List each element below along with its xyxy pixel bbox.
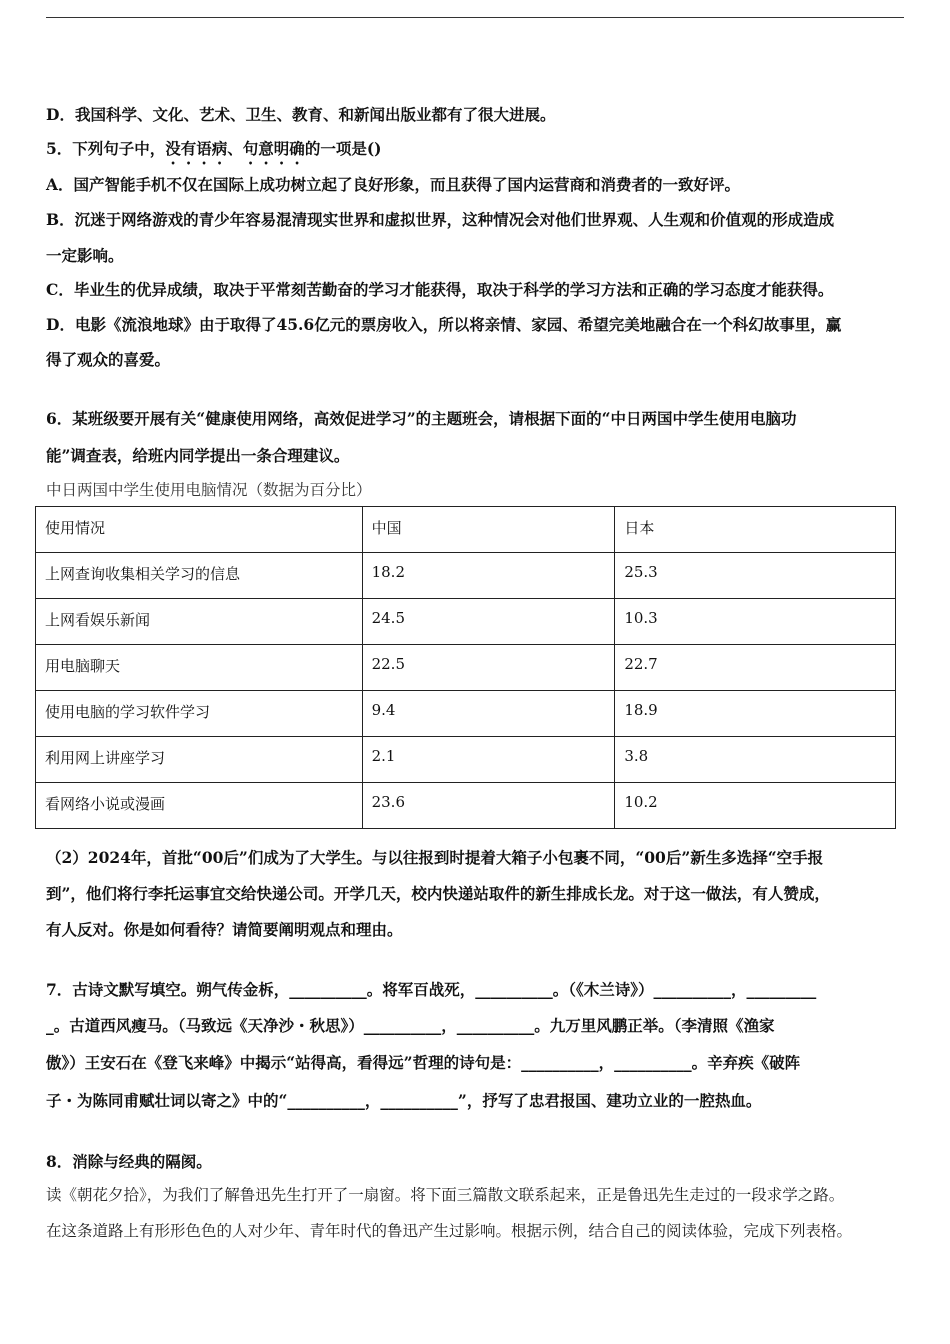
- table-cell: 25.3: [615, 553, 896, 599]
- table-row: [36, 783, 896, 829]
- table-row: [36, 691, 896, 737]
- table-cell: 10.3: [615, 599, 896, 645]
- q6-stem-line1: 6．某班级要开展有关“健康使用网络，高效促进学习”的主题班会，请根据下面的“中日两国中学生使用电脑功: [46, 409, 797, 428]
- table-cell: 用电脑聊天: [36, 645, 363, 691]
- table-cell: 24.5: [362, 599, 615, 645]
- header-rule: [46, 17, 904, 18]
- table-cell: 上网查询收集相关学习的信息: [36, 553, 363, 599]
- table-cell: 利用网上讲座学习: [36, 737, 363, 783]
- table-cell: 3.8: [615, 737, 896, 783]
- q6-stem-line2: 能”调查表，给班内同学提出一条合理建议。: [46, 446, 350, 465]
- q6-table-caption: 中日两国中学生使用电脑情况（数据为百分比）: [46, 481, 372, 499]
- table-cell: 22.7: [615, 645, 896, 691]
- q5-option-b-line1: B．沉迷于网络游戏的青少年容易混清现实世界和虚拟世界，这种情况会对他们世界观、人生观和价值观的形成造成: [46, 210, 835, 229]
- q8-line2: 在这条道路上有形形色色的人对少年、青年时代的鲁迅产生过影响。根据示例，结合自己的阅读体验，完成下列表格。: [46, 1222, 853, 1240]
- table-cell: 23.6: [362, 783, 615, 829]
- table-header-cell: 日本: [615, 507, 896, 553]
- usage-table: [35, 506, 896, 829]
- q5-stem-emphasis: 没有语病、句意明确: [165, 139, 305, 158]
- table-row: [36, 737, 896, 783]
- table-header-cell: 中国: [362, 507, 615, 553]
- table-cell: 上网看娱乐新闻: [36, 599, 363, 645]
- table-cell: 2.1: [362, 737, 615, 783]
- q6-part2-line1: （2）2024年，首批“00后”们成为了大学生。与以往报到时提着大箱子小包裹不同，“00后”新生多选择“空手报: [46, 848, 824, 867]
- table-cell: 18.2: [362, 553, 615, 599]
- table-row: [36, 645, 896, 691]
- q5-option-d-line2: 得了观众的喜爱。: [46, 350, 171, 369]
- q5-option-a: A．国产智能手机不仅在国际上成功树立起了良好形象，而且获得了国内运营商和消费者的一致好评。: [46, 175, 741, 194]
- q5-stem: [46, 137, 381, 168]
- q5-stem-suffix: 的一项是(): [304, 139, 382, 158]
- table-header-row: [36, 507, 896, 553]
- table-cell: 22.5: [362, 645, 615, 691]
- q6-part2-line3: 有人反对。你是如何看待？请简要阐明观点和理由。: [46, 920, 403, 939]
- table-cell: 使用电脑的学习软件学习: [36, 691, 363, 737]
- table-cell: 看网络小说或漫画: [36, 783, 363, 829]
- table-cell: 18.9: [615, 691, 896, 737]
- table-row: [36, 553, 896, 599]
- q6-part2-line2: 到”，他们将行李托运事宜交给快递公司。开学几天，校内快递站取件的新生排成长龙。对于这一做法，有人赞成，: [46, 884, 830, 903]
- table-header-cell: 使用情况: [36, 507, 363, 553]
- q7-line3: 傲》）王安石在《登飞来峰》中揭示“站得高，看得远”哲理的诗句是：__________，__________。辛弃疾《破阵: [46, 1053, 801, 1072]
- q5-option-b-line2: 一定影响。: [46, 246, 124, 265]
- table-cell: 10.2: [615, 783, 896, 829]
- table-row: [36, 599, 896, 645]
- q7-line2: _。古道西风瘦马。（马致远《天净沙・秋思》）__________，__________。九万里风鹏正举。（李清照《渔家: [46, 1016, 775, 1035]
- q7-line4: 子・为陈同甫赋壮词以寄之》中的“__________，__________”，抒写了忠君报国、建功立业的一腔热血。: [46, 1091, 762, 1110]
- q8-line1: 读《朝花夕拾》，为我们了解鲁迅先生打开了一扇窗。将下面三篇散文联系起来，正是鲁迅先生走过的一段求学之路。: [46, 1186, 845, 1204]
- q4-option-d: D．我国科学、文化、艺术、卫生、教育、和新闻出版业都有了很大进展。: [46, 105, 556, 124]
- q5-option-c: C．毕业生的优异成绩，取决于平常刻苦勤奋的学习才能获得，取决于科学的学习方法和正确的学习态度才能获得。: [46, 280, 834, 299]
- q7-line1: 7．古诗文默写填空。朔气传金柝，__________。将军百战死，__________。（《木兰诗》）__________，_________: [46, 980, 817, 999]
- q5-option-d-line1: D．电影《流浪地球》由于取得了45.6亿元的票房收入，所以将亲情、家园、希望完美地融合在一个科幻故事里，赢: [46, 315, 842, 334]
- q8-title: 8．消除与经典的隔阂。: [46, 1152, 212, 1171]
- table-cell: 9.4: [362, 691, 615, 737]
- q5-stem-prefix: 5．下列句子中，: [46, 139, 166, 158]
